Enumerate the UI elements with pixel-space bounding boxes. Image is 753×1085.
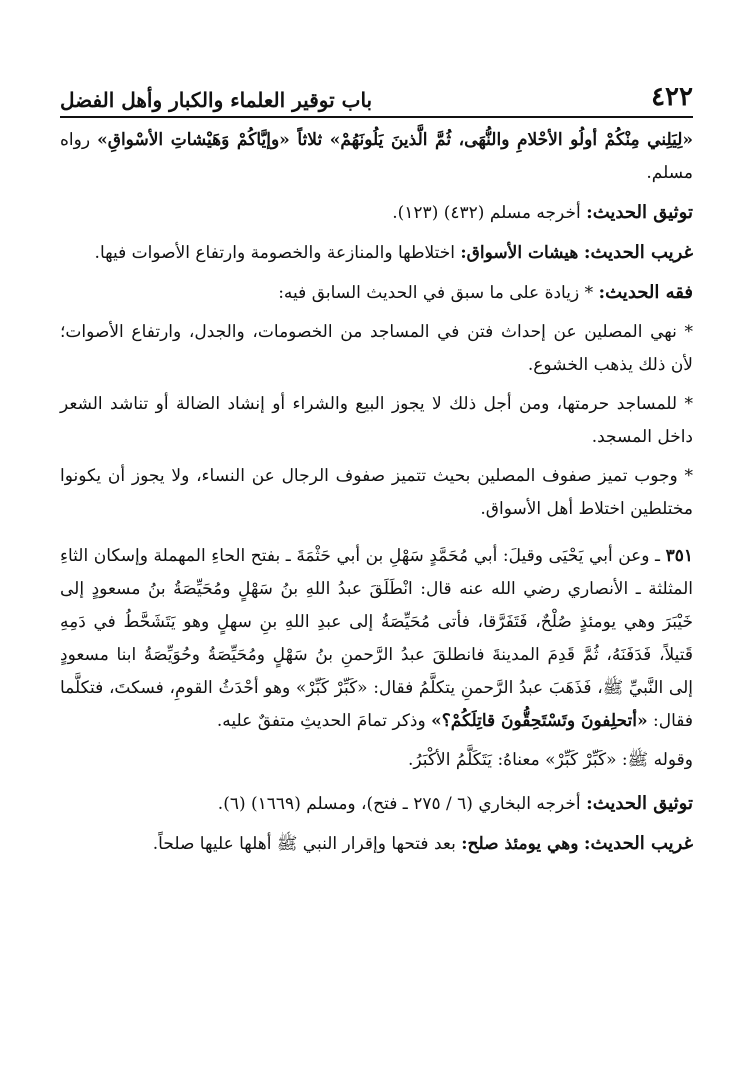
hadith-350-quote: «لِيَلِني مِنْكُمْ أولُو الأحْلامِ والنُّهَى، ثُمَّ الَّذينَ يَلُونَهُمْ» ثلاثاً «وإيَّاكُمْ وَهَيْشاتِ الأسْواقِ» — [97, 130, 694, 150]
hadith-351-note: وقوله ﷺ: «كَبِّرْ كَبِّرْ» معناهُ: يَتَكَلَّمُ الأكْبَرُ. — [408, 750, 693, 770]
hadith-351 — [60, 540, 693, 738]
page-number: ٤٢٢ — [651, 82, 693, 112]
gharib-350-label: غريب الحديث: — [583, 242, 693, 263]
gharib-351-text: بعد فتحها وإقرار النبي ﷺ أهلها عليها صلحاً. — [152, 834, 456, 854]
gharib-350-text: اختلاطها والمنازعة والخصومة وارتفاع الأصوات فيها. — [94, 243, 455, 263]
page-header — [60, 70, 693, 118]
hadith-350-ending — [60, 124, 693, 190]
fiqh-350-label: فقه الحديث: — [598, 282, 693, 303]
takhrij-350-text: أخرجه مسلم (٤٣٢) (١٢٣). — [392, 203, 581, 223]
hadith-351-quote: «أتحلِفونَ وتَسْتَحِقُّونَ قاتِلَكُمْ؟» — [431, 711, 648, 731]
hadith-351-number: ٣٥١ — [665, 546, 693, 566]
running-title: باب توقير العلماء والكبار وأهل الفضل — [60, 88, 373, 112]
hadith-351-text: ـ وعن أبي يَحْيَى وقيلَ: أبي مُحَمَّدٍ سَهْلِ بن أبي حَثْمَةَ ـ بفتح الحاءِ المهملة وإسكان الثاءِ المثلثة ـ الأنصاري رضي الله عنه قال: انْطَلَقَ عبدُ اللهِ بنُ سَهْلٍ ومُحَيِّصَةُ بنُ مسعودٍ إلى خَيْبَرَ وهي يومئذٍ صُلْحٌ، فَتَفَرَّقا، فأتى مُحَيِّصَةُ إلى عبدِ اللهِ بنِ سهلٍ وهو يَتَشَحَّطُ في دَمِهِ قَتيلاً، فَدَفَنَهُ، ثُمَّ قَدِمَ المدينةَ فانطلقَ عبدُ الرَّحمنِ بنُ سَهْلٍ ومُحَيِّصَةُ وحُوَيِّصَةُ ابنا مسعودٍ إلى النَّبيِّ ﷺ، فَذَهَبَ عبدُ الرَّحمنِ يتكلَّمُ فقال: «كَبِّرْ كَبِّرْ» وهو أحْدَثُ القومِ، فسكتَ، فتكلَّما فقال: — [60, 546, 693, 731]
gharib-350-term: هيشات الأسواق: — [460, 243, 579, 263]
takhrij-351-label: توثيق الحديث: — [586, 793, 693, 814]
page-content — [60, 124, 693, 861]
fiqh-350-point: * للمساجد حرمتها، ومن أجل ذلك لا يجوز البيع والشراء أو إنشاد الضالة أو تناشد الشعر داخل المسجد. — [60, 394, 693, 447]
takhrij-351-text: أخرجه البخاري (٦ / ٢٧٥ ـ فتح)، ومسلم (١٦٦٩) (٦). — [217, 794, 581, 814]
hadith-351-text-end: وذكر تمامَ الحديثِ متفقٌ عليه. — [216, 711, 426, 731]
takhrij-350 — [60, 196, 693, 230]
gharib-350 — [60, 236, 693, 270]
fiqh-350-point: * نهي المصلين عن إحداث فتن في المساجد من الخصومات، والجدل، وارتفاع الأصوات؛ لأن ذلك يذهب الخشوع. — [60, 322, 693, 375]
hadith-350-source: رواه مسلم. — [60, 130, 693, 183]
takhrij-351 — [60, 787, 693, 821]
takhrij-350-label: توثيق الحديث: — [586, 202, 693, 223]
fiqh-350-point: * وجوب تميز صفوف المصلين بحيث تتميز صفوف الرجال عن النساء، ولا يجوز أن يكونوا مختلطين اختلاط أهل الأسواق. — [60, 466, 693, 519]
gharib-351 — [60, 827, 693, 861]
fiqh-350-intro — [60, 276, 693, 310]
book-page — [60, 70, 693, 1060]
fiqh-350-intro-text: * زيادة على ما سبق في الحديث السابق فيه: — [278, 283, 594, 303]
gharib-351-label: غريب الحديث: — [583, 833, 693, 854]
gharib-351-term: وهي يومئذ صلح: — [461, 834, 579, 854]
